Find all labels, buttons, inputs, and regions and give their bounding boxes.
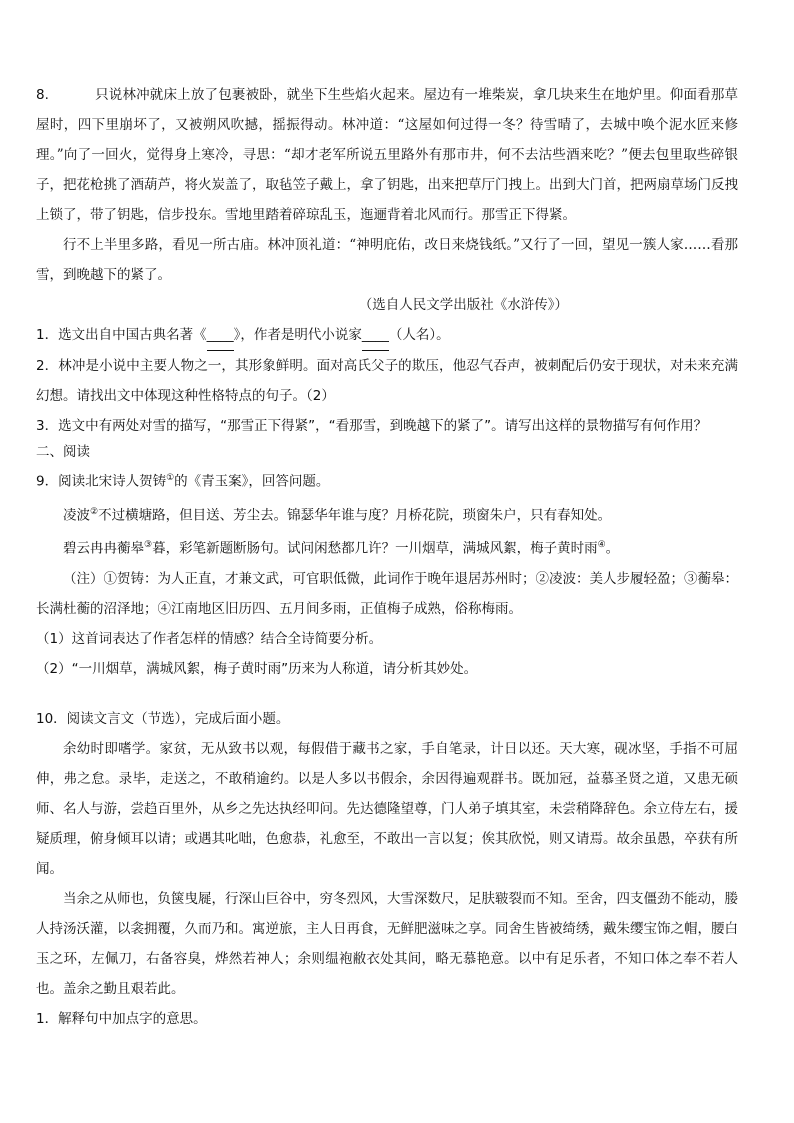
answer-blank-book[interactable]: ____ [207,320,234,351]
question-8-2: 2．林冲是小说中主要人物之一，其形象鲜明。面对高氏父子的欺压，他忍气吞声，被刺配后仍安于现状，对未来充满幻想。请找出文中体现这种性格特点的句子。（2） [36,358,738,404]
passage-8-text-1: 只说林冲就床上放了包裹被卧，就坐下生些焰火起来。屋边有一堆柴炭，拿几块来生在地炉里。仰面看那草屋时，四下里崩坏了，又被朔风吹撼，摇振得动。林冲道：“这屋如何过得一冬？待雪晴了，去城中唤个泥水匠来修理。”向了一回火，觉得身上寒冷，寻思：“却才老军所说五里路外有那市井，何不去沽些酒来吃？”便去包里取些碎银子，把花枪挑了酒葫芦，将火炭盖了，取毡笠子戴上，拿了钥匙，出来把草厅门拽上。出到大门首，把两扇草场门反拽上锁了，带了钥匙，信步投东。雪地里踏着碎琼乱玉，迤逦背着北风而行。那雪正下得紧。 [36,87,738,223]
poem-stanza-1: 凌波②不过横塘路，但目送、芳尘去。锦瑟华年谁与度？月桥花院，琐窗朱户，只有春知处。 [63,506,612,523]
classical-passage-para-1: 余幼时即嗜学。家贫，无从致书以观，每假借于藏书之家，手自笔录，计日以还。天大寒，砚冰坚，手指不可屈伸，弗之怠。录毕，走送之，不敢稍逾约。以是人多以书假余，余因得遍观群书。既加冠，益慕圣贤之道，又患无硕师、名人与游，尝趋百里外，从乡之先达执经叩问。先达德隆望尊，门人弟子填其室，未尝稍降辞色。余立侍左右，援疑质理，俯身倾耳以请；或遇其叱咄，色愈恭，礼愈至，不敢出一言以复；俟其欣悦，则又请焉。故余虽愚，卒获有所闻。 [36,740,738,877]
question-10-intro: 10．阅读文言文（节选），完成后面小题。 [36,710,290,727]
question-9-intro: 9．阅读北宋诗人贺铸①的《青玉案》，回答问题。 [36,473,330,490]
passage-8-source: （选自人民文学出版社《水浒传》） [358,297,568,313]
classical-passage-para-2: 当余之从师也，负箧曳屣，行深山巨谷中，穷冬烈风，大雪深数尺，足肤皲裂而不知。至舍，四支僵劲不能动，媵人持汤沃灌，以衾拥覆，久而乃和。寓逆旅，主人日再食，无鲜肥滋味之享。同舍生皆被绮绣，戴朱缨宝饰之帽，腰白玉之环，左佩刀，右备容臭，烨然若神人；余则缊袍敝衣处其间，略无慕艳意。以中有足乐者，不知口体之奉不若人也。盖余之勤且艰若此。 [36,890,738,997]
poem-notes: （注）①贺铸：为人正直，才兼文武，可官职低微，此词作于晚年退居苏州时；②凌波：美人步履轻盈；③蘅皋：长满杜蘅的沼泽地；④江南地区旧历四、五月间多雨，正值梅子成熟，俗称梅雨。 [36,570,738,617]
passage-8-para-1 [36,80,738,230]
question-9-2: （2）“一川烟草，满城风絮，梅子黄时雨”历来为人称道，请分析其妙处。 [36,660,478,677]
answer-blank-author[interactable]: ____ [362,320,389,351]
question-8-1: 1．选文出自中国古典名著《____》，作者是明代小说家____（人名）。 [36,320,738,351]
passage-8-para-2: 行不上半里多路，看见一所古庙。林冲顶礼道：“神明庇佑，改日来烧钱纸。”又行了一回，望见一簇人家……看那雪，到晚越下的紧了。 [36,237,738,283]
question-8-3: 3．选文中有两处对雪的描写，“那雪正下得紧”，“看那雪，到晚越下的紧了”。请写出这样的景物描写有何作用？ [36,418,708,434]
question-9-1: （1）这首词表达了作者怎样的情感？结合全诗简要分析。 [36,630,383,647]
section-gap [36,684,738,704]
section-heading-reading: 二、阅读 [36,444,90,460]
question-number-8: 8. [36,87,49,103]
poem-stanza-2: 碧云冉冉蘅皋③暮，彩笔新题断肠句。试问闲愁都几许？一川烟草，满城风絮，梅子黄时雨④。 [63,540,620,557]
question-10-1: 1．解释句中加点字的意思。 [36,1010,207,1027]
